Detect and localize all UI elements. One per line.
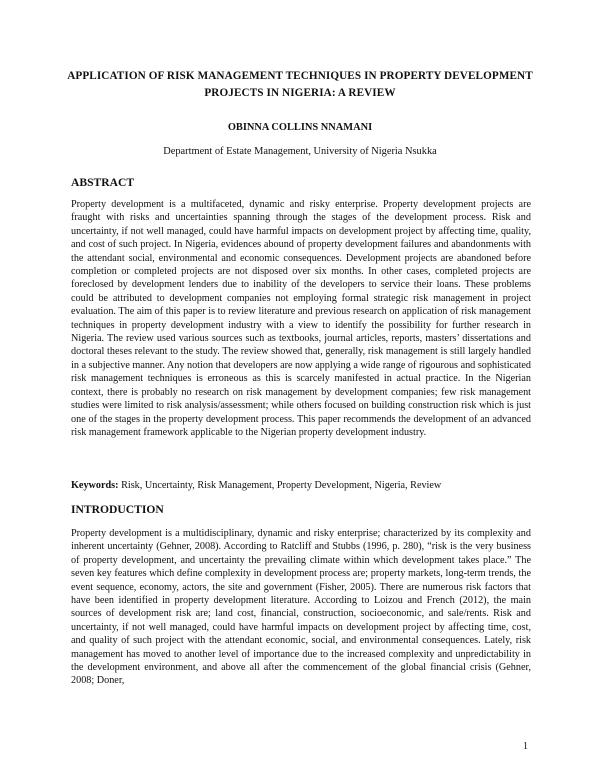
keywords-label: Keywords: [71,480,119,491]
abstract-heading: ABSTRACT [71,176,135,189]
author-name: OBINNA COLLINS NNAMANI [227,122,373,133]
keywords-line [71,480,441,491]
keywords-text: Risk, Uncertainty, Risk Management, Property Development, Nigeria, Review [121,480,442,491]
page-number: 1 [523,741,528,752]
author-affiliation: Department of Estate Management, University of Nigeria Nsukka [163,146,437,157]
introduction-heading: INTRODUCTION [71,503,164,516]
paper-title: APPLICATION OF RISK MANAGEMENT TECHNIQUES IN PROPERTY DEVELOPMENT PROJECTS IN NIGERIA: A REVIEW [67,70,533,99]
introduction-text: Property development is a multidisciplinary, dynamic and risky enterprise; characterized by its complexity and inherent uncertainty (Gehner, 2008). According to Ratcliff and Stubbs (1996, p. 280), “risk is the very business of property development, and uncertainty the prevailing climate within which development takes place.” The seven key features which define complexity in development process are; property markets, long-term trends, the event sequence, economy, actors, the site and government (Fisher, 2005). There are numerous risk factors that have been identified in property development literature. According to Loizou and French (2012), the main sources of development risk are; land cost, financial, construction, socioeconomic, and sale/rents. Risk and uncertainty, if not well managed, could have harmful impacts on development project by affecting time, cost, and quality of such project with the attendant economic, social, and environmental consequences. Lately, risk management has moved to another level of importance due to the increased complexity and unpredictability in the development environment, and above all after the commencement of the global financial crisis (Gehner, 2008; Doner, [71,528,531,687]
abstract-text: Property development is a multifaceted, dynamic and risky enterprise. Property development projects are fraught with risks and uncertainties spanning through the stages of the development process. Risk and uncertainty, if not well managed, could have harmful impacts on development project by affecting time, quality, and cost of such project. In Nigeria, evidences abound of property development failures and abandonments with the attendant social, environmental and economic consequences. Development projects are abandoned before completion or completed projects are not disposed over six months. In other cases, completed projects are foreclosed by development lenders due to inability of the developers to service their loans. These problems could be attributed to development companies not employing formal strategic risk management in project evaluation. The aim of this paper is to review literature and previous research on application of risk management techniques in property development industry with a view to identify the possibility for further research in Nigeria. The review used various sources such as textbooks, journal articles, reports, masters’ dissertations and doctoral theses relevant to the study. The review showed that, generally, risk management is still largely handled in a subjective manner. Any notion that developers are now applying a wide range of rigourous and sophisticated risk management techniques is erroneous as this is scarcely manifested in actual practice. In the Nigerian context, there is probably no research on risk management by development companies; few risk management studies were limited to risk analysis/assessment; while others focused on building construction risk which is just one of the stages in the property development process. This paper recommends the development of an advanced risk management framework applicable to the Nigerian property development industry. [71,199,532,438]
